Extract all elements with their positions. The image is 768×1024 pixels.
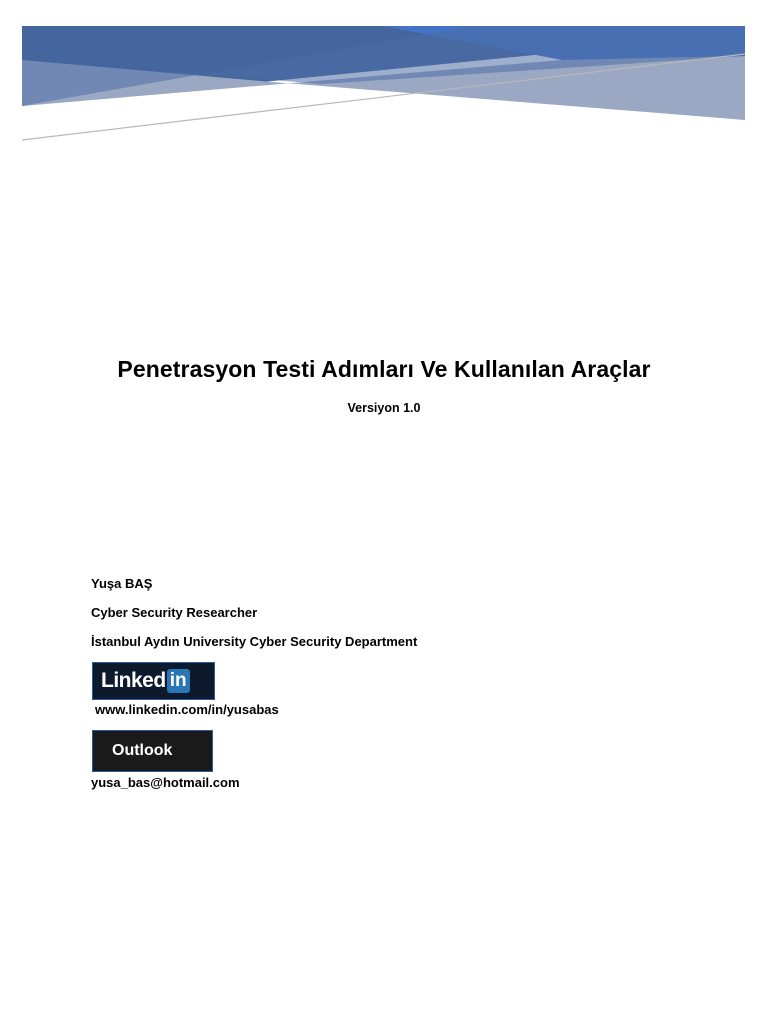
- linkedin-logo[interactable]: [92, 662, 215, 700]
- author-role: Cyber Security Researcher: [91, 605, 258, 620]
- linkedin-logo-text: Linked: [101, 669, 166, 692]
- author-name: Yuşa BAŞ: [91, 576, 153, 591]
- author-affiliation: İstanbul Aydın University Cyber Security Department: [91, 634, 418, 649]
- outlook-logo[interactable]: [92, 730, 213, 772]
- email-address[interactable]: yusa_bas@hotmail.com: [91, 775, 240, 790]
- document-title: Penetrasyon Testi Adımları Ve Kullanılan Araçlar: [117, 356, 651, 382]
- linkedin-url[interactable]: www.linkedin.com/in/yusabas: [95, 702, 279, 717]
- document-version: Versiyon 1.0: [347, 401, 421, 415]
- outlook-logo-text: Outlook: [112, 742, 173, 759]
- header-banner: [22, 26, 745, 144]
- linkedin-in-icon: in: [167, 669, 190, 693]
